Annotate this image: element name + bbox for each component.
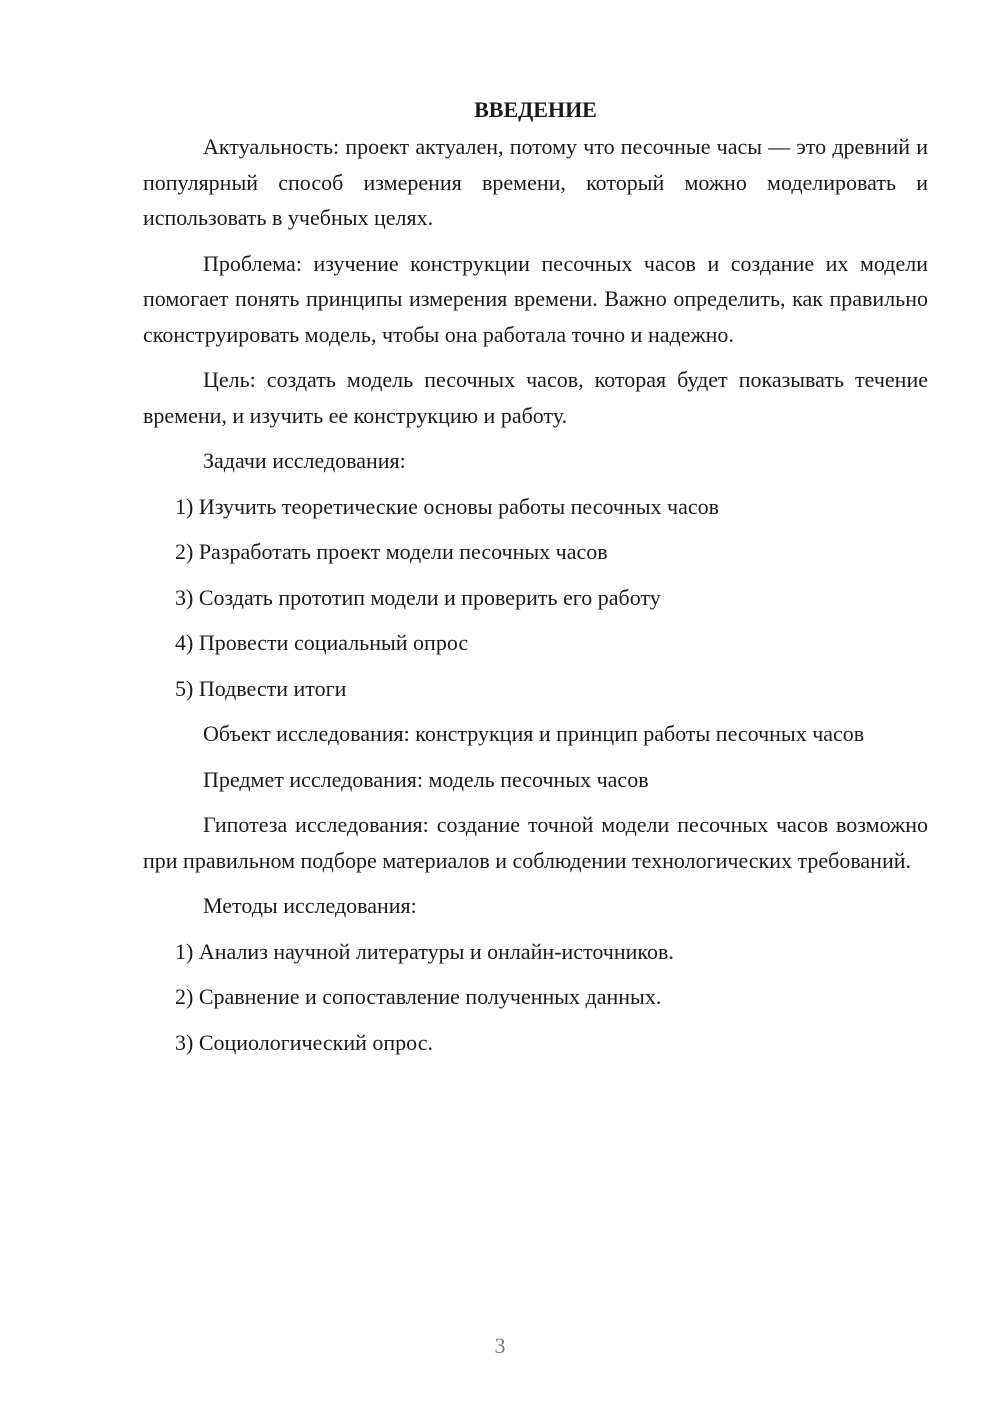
methods-heading: Методы исследования: (203, 893, 417, 918)
list-item: 2) Сравнение и сопоставление полученных данных. (175, 984, 662, 1009)
document-page (143, 92, 928, 1070)
problem-paragraph: Проблема: изучение конструкции песочных часов и создание их модели помогает понять принципы измерения времени. Важно определить, как правильно сконструировать модель, чтобы она работала точно и надежно. (143, 250, 928, 347)
subject-paragraph: Предмет исследования: модель песочных часов (203, 766, 649, 792)
list-item: 1) Анализ научной литературы и онлайн-источников. (175, 938, 674, 964)
list-item: 2) Разработать проект модели песочных часов (175, 539, 608, 564)
hypothesis-paragraph: Гипотеза исследования: создание точной модели песочных часов возможно при правильном подборе материалов и соблюдении технологических требований. (143, 812, 928, 873)
methods-list (143, 934, 928, 1061)
list-item: 5) Подвести итоги (175, 675, 347, 701)
section-title: ВВЕДЕНИЕ (474, 97, 597, 122)
list-item: 3) Социологический опрос. (175, 1029, 433, 1055)
list-item: 3) Создать прототип модели и проверить его работу (175, 584, 661, 610)
list-item: 1) Изучить теоретические основы работы песочных часов (175, 493, 720, 519)
relevance-paragraph: Актуальность: проект актуален, потому что песочные часы — это древний и популярный способ измерения времени, который можно моделировать и использовать в учебных целях. (143, 134, 928, 230)
tasks-list (143, 489, 928, 707)
object-paragraph: Объект исследования: конструкция и принцип работы песочных часов (203, 721, 865, 746)
list-item: 4) Провести социальный опрос (175, 630, 469, 655)
page-number: 3 (494, 1333, 506, 1358)
tasks-heading: Задачи исследования: (203, 448, 406, 473)
goal-paragraph: Цель: создать модель песочных часов, которая будет показывать течение времени, и изучить ее конструкцию и работу. (143, 367, 928, 428)
